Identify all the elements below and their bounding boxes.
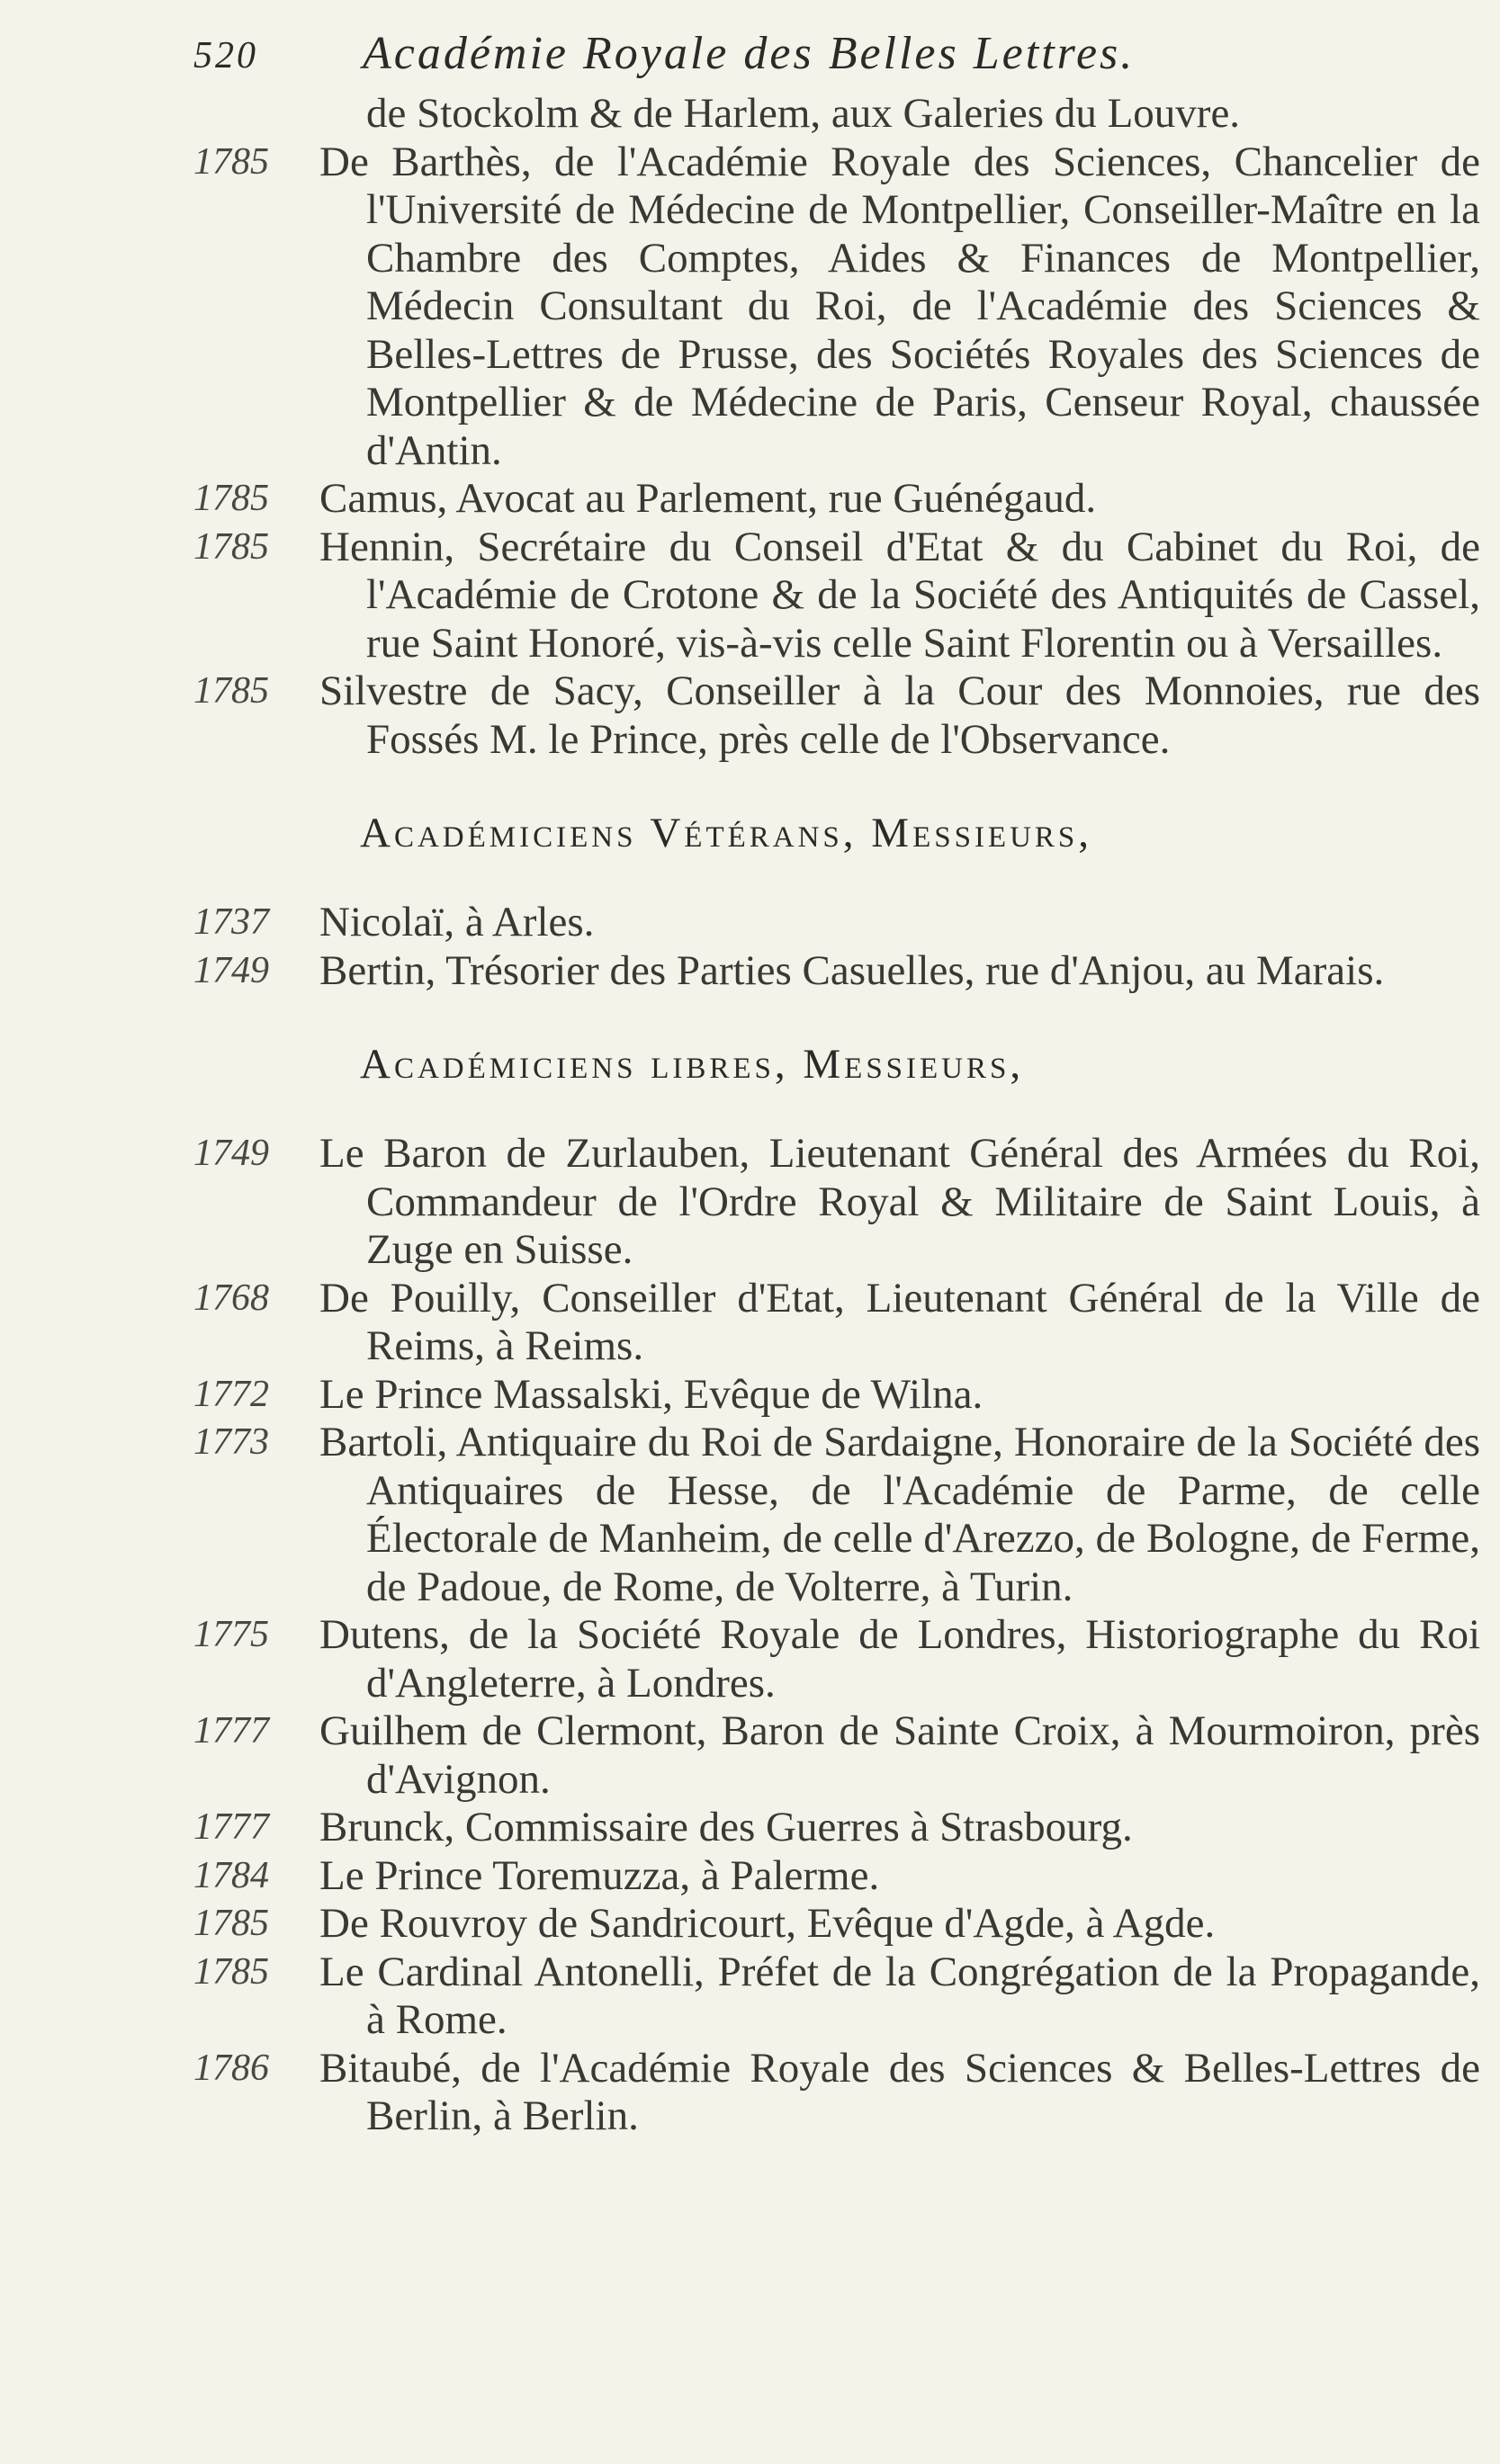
list-entry bbox=[193, 1804, 1480, 1852]
entry-text: Le Baron de Zurlauben, Lieutenant Général des Armées du Roi, Commandeur de l'Ordre Royal & Militaire de Saint Louis, à Zuge en Suisse. bbox=[319, 1130, 1480, 1273]
entry-text: Dutens, de la Société Royale de Londres, Historiographe du Roi d'Angleterre, à Londres. bbox=[319, 1611, 1480, 1707]
list-entry bbox=[193, 947, 1480, 996]
list-entry bbox=[193, 1419, 1480, 1611]
heading-veterans: Académiciens Vétérans, Messieurs, bbox=[360, 810, 1093, 856]
entry-year: 1768 bbox=[193, 1277, 269, 1319]
entry-text: de Stockolm & de Harlem, aux Galeries du Louvre. bbox=[366, 90, 1241, 137]
entry-year: 1785 bbox=[193, 1903, 269, 1944]
entry-year: 1785 bbox=[193, 670, 269, 712]
entry-year: 1772 bbox=[193, 1373, 269, 1415]
list-entry bbox=[193, 1900, 1480, 1949]
running-title: Académie Royale des Belles Lettres. bbox=[363, 28, 1136, 79]
entry-text: Le Prince Massalski, Evêque de Wilna. bbox=[319, 1370, 984, 1418]
entry-text: Bertin, Trésorier des Parties Casuelles, rue d'Anjou, au Marais. bbox=[319, 946, 1385, 994]
entry-year: 1777 bbox=[193, 1806, 269, 1848]
entry-year: 1775 bbox=[193, 1614, 269, 1655]
entry-text: Nicolaï, à Arles. bbox=[319, 899, 595, 945]
entry-year: 1773 bbox=[193, 1421, 269, 1463]
list-entry bbox=[193, 139, 1480, 476]
page-number: 520 bbox=[193, 35, 258, 76]
libres-list bbox=[193, 1130, 1480, 2141]
list-entry bbox=[193, 899, 1480, 947]
list-entry bbox=[193, 1611, 1480, 1707]
list-entry bbox=[193, 1949, 1480, 2045]
entry-text: Bitaubé, de l'Académie Royale des Sciences & Belles-Lettres de Berlin, à Berlin. bbox=[319, 2044, 1480, 2139]
heading-libres: Académiciens libres, Messieurs, bbox=[360, 1041, 1025, 1088]
entry-year: 1784 bbox=[193, 1854, 269, 1896]
entry-year: 1785 bbox=[193, 1950, 269, 1993]
entry-text: Camus, Avocat au Parlement, rue Guénégaud. bbox=[319, 475, 1097, 522]
list-entry bbox=[193, 668, 1480, 764]
entry-text: De Rouvroy de Sandricourt, Evêque d'Agde, à Agde. bbox=[319, 1900, 1216, 1947]
entry-text: De Barthès, de l'Académie Royale des Sciences, Chancelier de l'Université de Médecine de Montpellier, Conseiller-Maître en la Chambre des Comptes, Aides & Finances de Montpellier, Médecin Consultant du Roi, de l'Académie des Sciences & Belles-Lettres de Prusse, des Sociétés Royales des Sciences de Montpellier & de Médecine de Paris, Censeur Royal, chaussée d'Antin. bbox=[319, 138, 1480, 474]
entry-text: Hennin, Secrétaire du Conseil d'Etat & du Cabinet du Roi, de l'Académie de Crotone & de la Société des Antiquités de Cassel, rue Saint Honoré, vis-à-vis celle Saint Florentin ou à Versailles. bbox=[319, 523, 1480, 667]
list-entry bbox=[193, 1275, 1480, 1371]
list-entry bbox=[193, 2045, 1480, 2141]
veterans-list bbox=[193, 899, 1480, 995]
entry-year: 1785 bbox=[193, 478, 269, 519]
list-entry bbox=[193, 1130, 1480, 1275]
entry-year: 1777 bbox=[193, 1710, 269, 1752]
entry-year: 1786 bbox=[193, 2047, 269, 2089]
list-entry bbox=[193, 1707, 1480, 1804]
entry-year: 1749 bbox=[193, 1133, 269, 1174]
list-entry bbox=[193, 475, 1480, 524]
members-list bbox=[193, 139, 1480, 765]
entry-text: Brunck, Commissaire des Guerres à Strasbourg. bbox=[319, 1804, 1133, 1850]
entry-text: Le Cardinal Antonelli, Préfet de la Congrégation de la Propagande, à Rome. bbox=[319, 1948, 1480, 2043]
page-body bbox=[193, 90, 1480, 2141]
entry-text: Guilhem de Clermont, Baron de Sainte Croix, à Mourmoiron, près d'Avignon. bbox=[319, 1707, 1480, 1803]
entry-year: 1785 bbox=[193, 525, 269, 568]
entry-year: 1737 bbox=[193, 901, 269, 943]
entry-text: Bartoli, Antiquaire du Roi de Sardaigne, Honoraire de la Société des Antiquaires de Hesse, de l'Académie de Parme, de celle Électorale de Manheim, de celle d'Arezzo, de Bologne, de Ferme, de Padoue, de Rome, de Volterre, à Turin. bbox=[319, 1419, 1480, 1610]
list-entry bbox=[193, 524, 1480, 668]
entry-text: Le Prince Toremuzza, à Palerme. bbox=[319, 1851, 880, 1899]
list-entry bbox=[193, 1371, 1480, 1420]
entry-year: 1785 bbox=[193, 140, 269, 183]
continuation-entry bbox=[193, 90, 1480, 139]
list-entry bbox=[193, 1852, 1480, 1901]
entry-year: 1749 bbox=[193, 949, 269, 991]
running-header bbox=[193, 27, 1471, 90]
entry-text: Silvestre de Sacy, Conseiller à la Cour des Monnoies, rue des Fossés M. le Prince, près celle de l'Observance. bbox=[319, 668, 1480, 763]
entry-text: De Pouilly, Conseiller d'Etat, Lieutenant Général de la Ville de Reims, à Reims. bbox=[319, 1274, 1480, 1369]
